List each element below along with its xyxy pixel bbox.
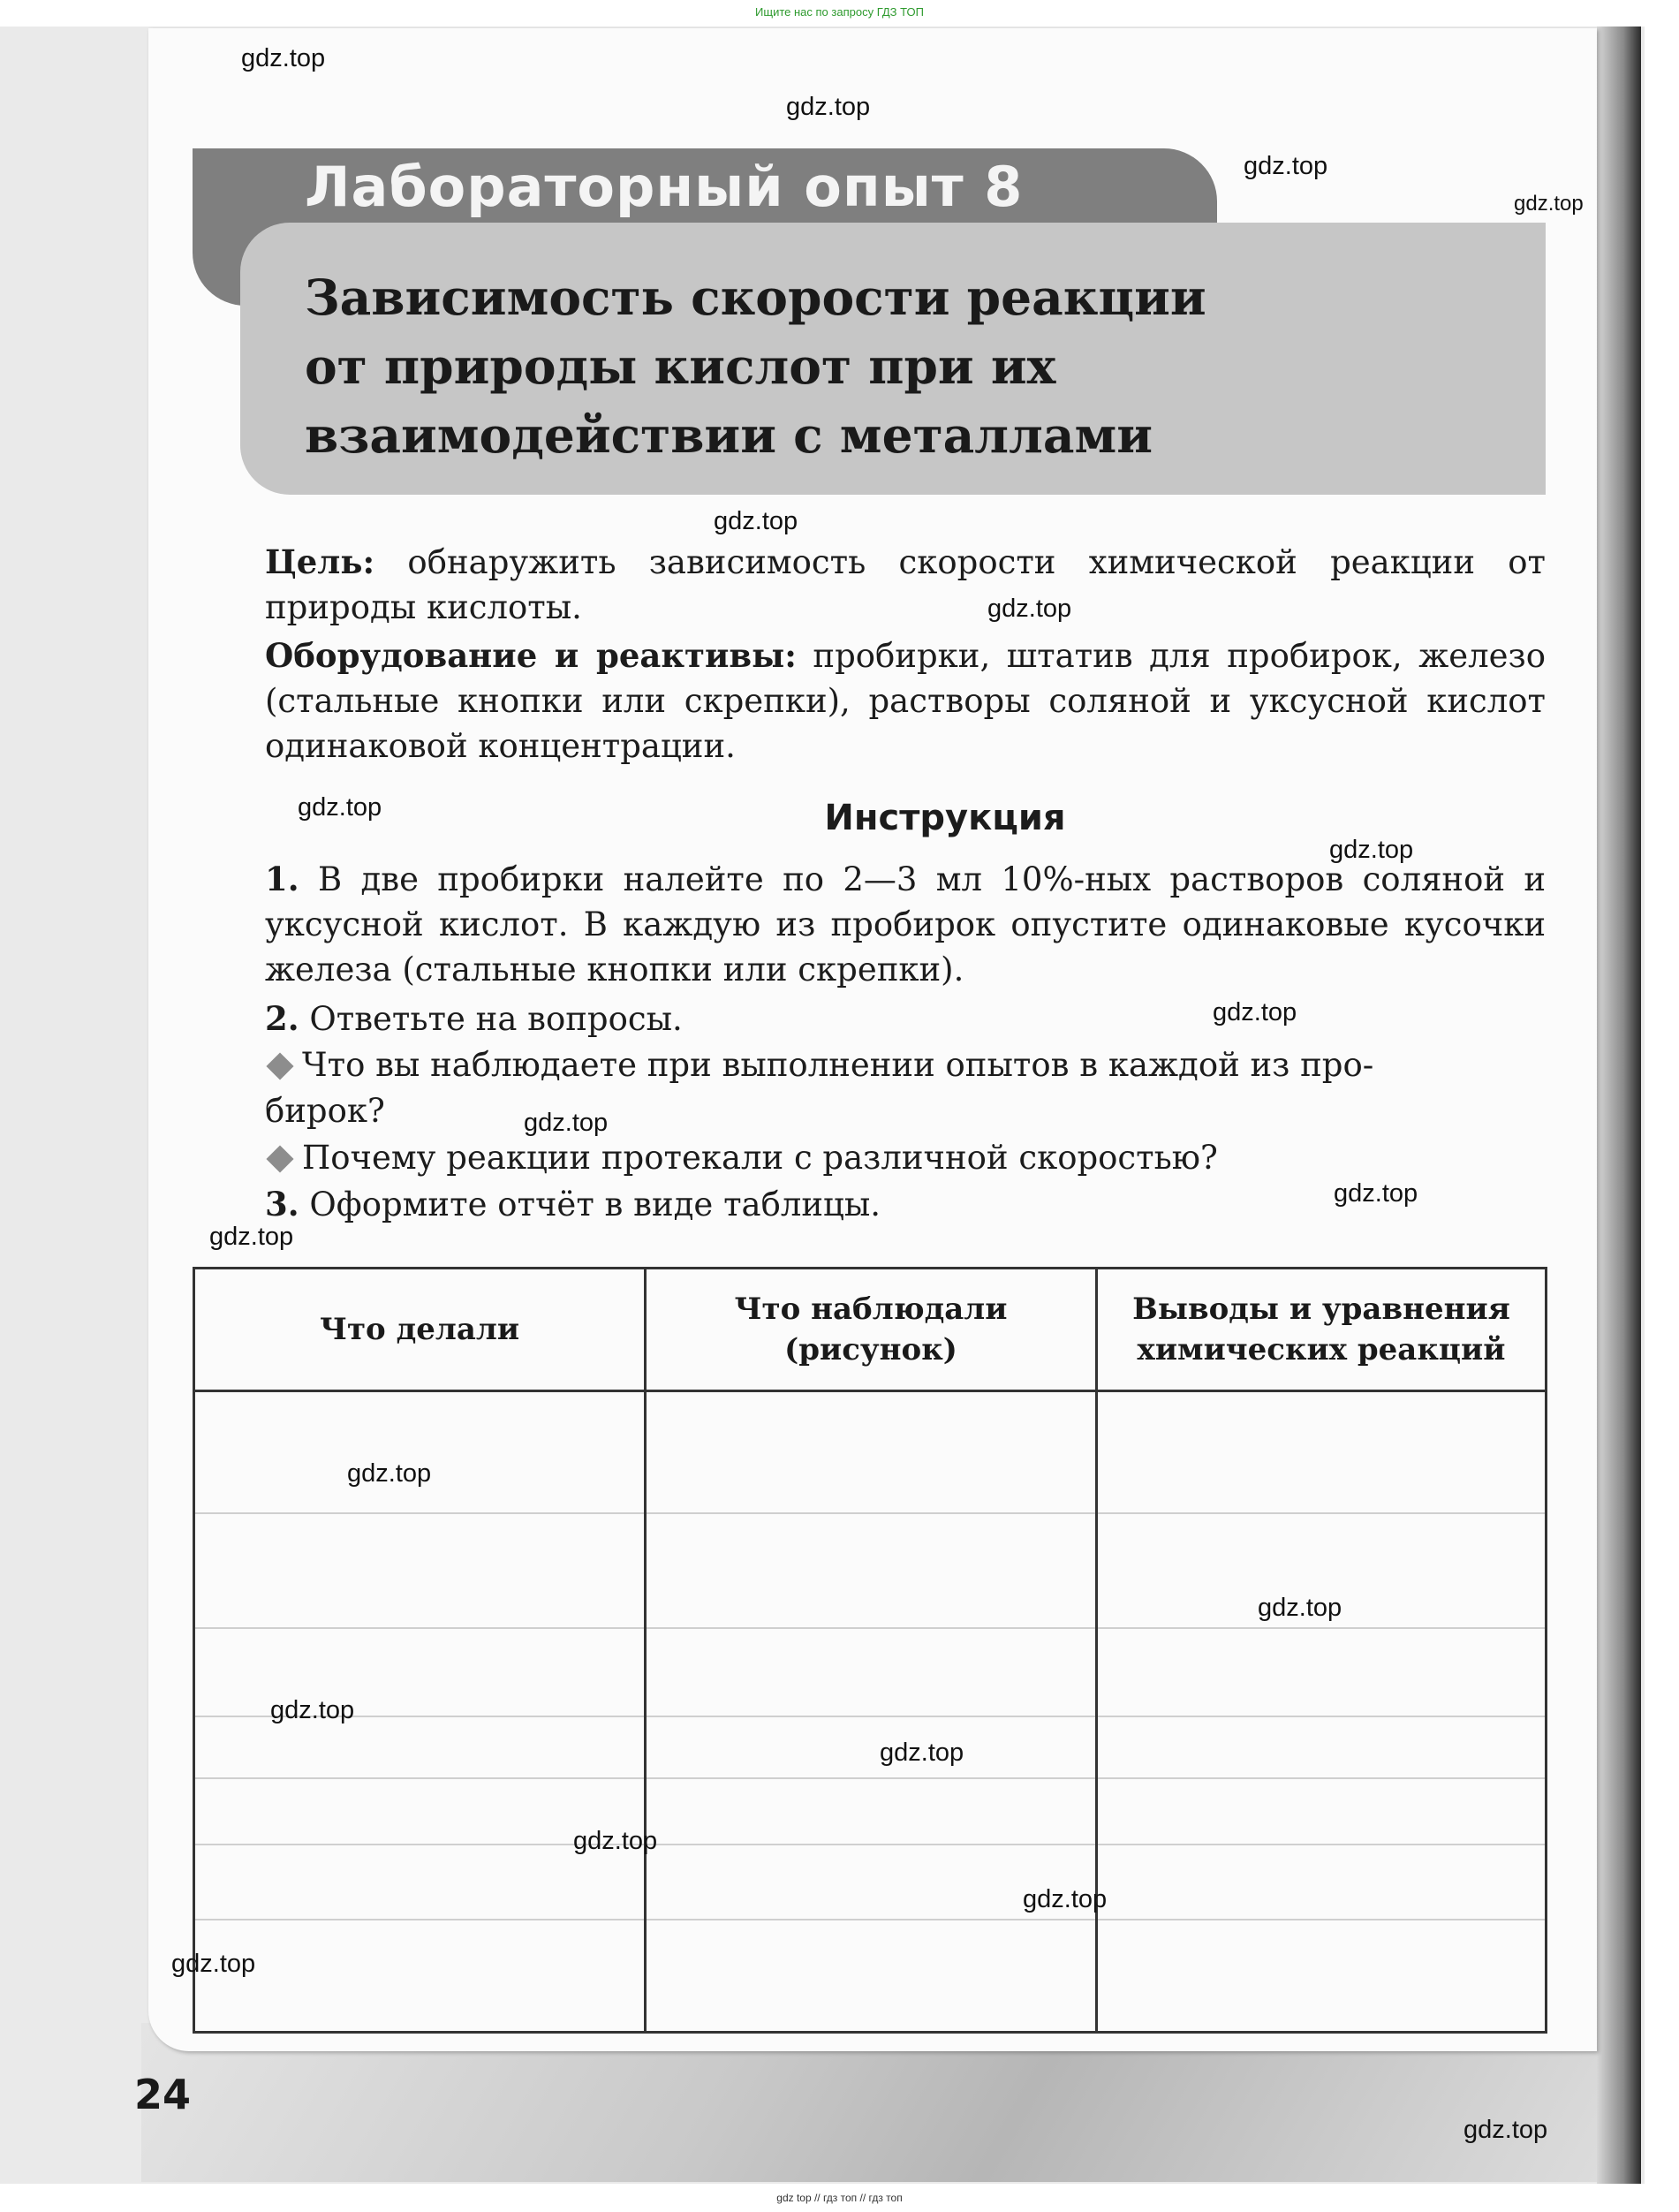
writing-line: [195, 1627, 1545, 1629]
table-header-cell: [647, 1269, 1095, 1390]
step-text: Оформите отчёт в виде таблицы.: [299, 1186, 881, 1223]
diamond-bullet-icon: [266, 1145, 293, 1172]
lab-title: Лабораторный опыт 8: [305, 155, 1024, 219]
writing-line: [195, 1919, 1545, 1920]
topic-line: Зависимость скорости реакции: [305, 269, 1206, 326]
question-1-continued: бирок?: [265, 1092, 385, 1130]
writing-line: [195, 1777, 1545, 1779]
goal-text: обнаружить зависимость скорости химической реакции от природы кислоты.: [265, 543, 1546, 626]
topic-line: от природы кислот при их: [305, 337, 1056, 395]
watermark: gdz.top: [1023, 1885, 1108, 1913]
step-number: 1.: [265, 860, 299, 898]
goal-paragraph: [265, 540, 1546, 630]
instruction-step-1: [265, 857, 1546, 992]
question-2: [265, 1135, 1546, 1180]
topic-title: [305, 263, 1365, 470]
watermark: gdz.top: [1514, 192, 1584, 216]
step-number: 3.: [265, 1185, 299, 1223]
equipment-paragraph: [265, 633, 1546, 769]
table-column-divider: [644, 1269, 647, 2031]
watermark: gdz.top: [1244, 152, 1328, 180]
topic-line: взаимодействии с металлами: [305, 406, 1153, 464]
table-header-cell: [195, 1269, 644, 1390]
page-number: 24: [134, 2071, 192, 2118]
watermark: gdz.top: [1463, 2116, 1548, 2144]
watermark: gdz.top: [714, 507, 798, 535]
watermark: gdz.top: [171, 1950, 256, 1978]
equipment-label: Оборудование и реактивы:: [265, 636, 797, 675]
step-number: 2.: [265, 999, 299, 1038]
watermark: gdz.top: [298, 793, 382, 822]
header-line: (рисунок): [784, 1332, 957, 1367]
watermark: gdz.top: [786, 93, 871, 121]
table-header-cell: [1098, 1269, 1545, 1390]
header-line: Что делали: [319, 1312, 520, 1347]
header-line: Что наблюдали: [734, 1292, 1008, 1327]
equipment-text: пробирки, штатив для пробирок, железо (стальные кнопки или скрепки), растворы соляной и уксусной кислот одинаковой концентрации.: [265, 637, 1546, 765]
watermark: gdz.top: [241, 44, 326, 72]
book-spine-edge: [1597, 27, 1641, 2184]
goal-label: Цель:: [265, 542, 375, 581]
watermark: gdz.top: [1213, 998, 1297, 1026]
watermark: gdz.top: [347, 1459, 432, 1488]
watermark: gdz.top: [209, 1223, 294, 1251]
writing-line: [195, 1716, 1545, 1717]
writing-line: [195, 1512, 1545, 1514]
watermark: gdz.top: [524, 1109, 609, 1137]
instruction-heading: Инструкция: [824, 798, 1066, 838]
instruction-step-2: [265, 996, 1546, 1042]
watermark: gdz.top: [1329, 836, 1414, 864]
top-search-note: Ищите нас по запросу ГДЗ ТОП: [755, 5, 924, 19]
report-table: [193, 1267, 1547, 2034]
question-text: Что вы наблюдаете при выполнении опытов в каждой из про-: [302, 1046, 1374, 1084]
question-text: Почему реакции протекали с различной скоростью?: [302, 1139, 1218, 1177]
bottom-note: gdz top // гдз топ // гдз топ: [776, 2192, 903, 2204]
watermark: gdz.top: [270, 1696, 355, 1724]
header-line: Выводы и уравнения: [1132, 1292, 1510, 1327]
question-1: [265, 1042, 1546, 1087]
watermark: gdz.top: [880, 1739, 964, 1767]
watermark: gdz.top: [1334, 1179, 1418, 1208]
writing-line: [195, 1844, 1545, 1845]
table-header-row: [195, 1269, 1545, 1392]
watermark: gdz.top: [573, 1827, 658, 1855]
watermark: gdz.top: [1258, 1594, 1342, 1622]
table-column-divider: [1095, 1269, 1098, 2031]
step-text: Ответьте на вопросы.: [299, 1000, 683, 1038]
step-text: В две пробирки налейте по 2—3 мл 10%-ных растворов соляной и уксусной кислот. В каждую из пробирок опустите одинаковые кусочки железа (стальные кнопки или скрепки).: [265, 860, 1546, 989]
header-line: химических реакций: [1137, 1332, 1506, 1367]
watermark: gdz.top: [987, 595, 1072, 623]
diamond-bullet-icon: [266, 1052, 293, 1079]
